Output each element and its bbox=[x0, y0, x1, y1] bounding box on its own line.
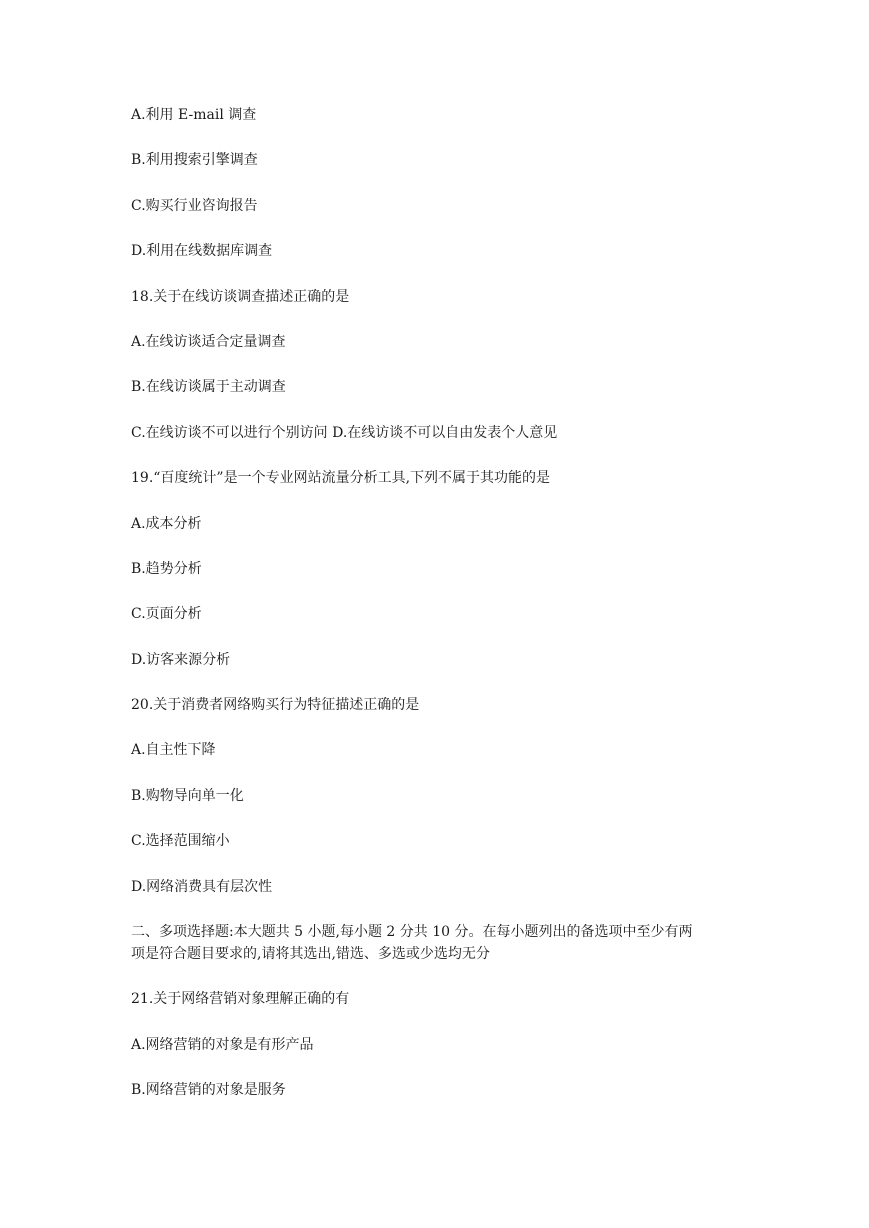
option-19c: C.页面分析 bbox=[131, 606, 202, 623]
option-20a: A.自主性下降 bbox=[131, 742, 216, 759]
option-17a: A.利用 E-mail 调查 bbox=[131, 107, 257, 123]
question-21: 21.关于网络营销对象理解正确的有 bbox=[131, 991, 350, 1008]
option-19b: B.趋势分析 bbox=[131, 560, 202, 577]
option-21a: A.网络营销的对象是有形产品 bbox=[131, 1036, 314, 1053]
section-2-line-2: 项是符合题目要求的,请将其选出,错选、多选或少选均无分 bbox=[131, 946, 490, 963]
option-19a: A.成本分析 bbox=[131, 515, 202, 532]
option-17b: B.利用搜索引擎调查 bbox=[131, 152, 258, 169]
section-2-line-1: 二、多项选择题:本大题共 5 小题,每小题 2 分共 10 分。在每小题列出的备选项中至少有两 bbox=[131, 924, 693, 941]
question-20: 20.关于消费者网络购买行为特征描述正确的是 bbox=[131, 697, 420, 714]
question-18: 18.关于在线访谈调查描述正确的是 bbox=[131, 288, 350, 305]
option-18cd: C.在线访谈不可以进行个别访问 D.在线访谈不可以自由发表个人意见 bbox=[131, 424, 558, 441]
option-17d: D.利用在线数据库调查 bbox=[131, 243, 273, 260]
option-18a: A.在线访谈适合定量调查 bbox=[131, 333, 286, 350]
option-20b: B.购物导向单一化 bbox=[131, 787, 244, 804]
option-20c: C.选择范围缩小 bbox=[131, 833, 230, 850]
option-21b: B.网络营销的对象是服务 bbox=[131, 1082, 286, 1099]
option-17c: C.购买行业咨询报告 bbox=[131, 197, 258, 214]
question-19: 19.“百度统计”是一个专业网站流量分析工具,下列不属于其功能的是 bbox=[131, 470, 551, 487]
option-19d: D.访客来源分析 bbox=[131, 651, 231, 668]
section-2-instructions bbox=[131, 921, 751, 965]
option-18b: B.在线访谈属于主动调查 bbox=[131, 379, 286, 396]
document-page bbox=[131, 104, 751, 1125]
option-20d: D.网络消费具有层次性 bbox=[131, 878, 273, 895]
